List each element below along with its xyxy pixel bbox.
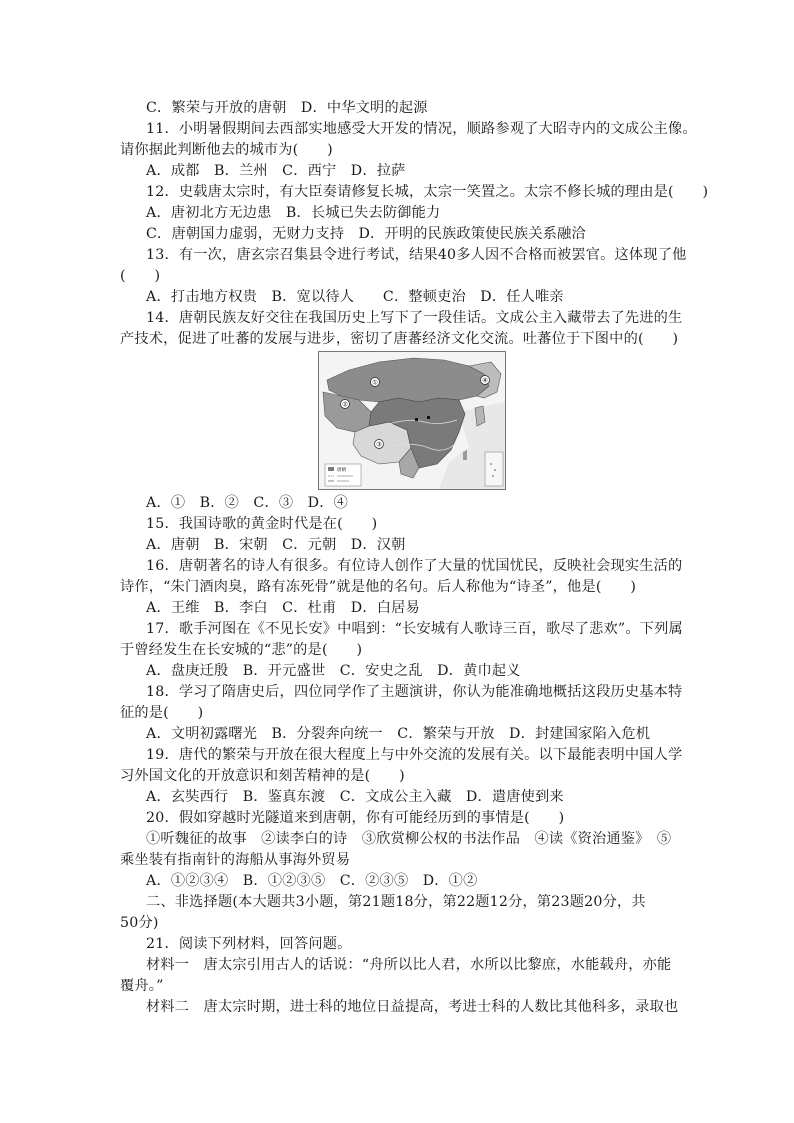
question-14-stem-cont: 产技术，促进了吐蕃的发展与进步，密切了唐蕃经济文化交流。吐蕃位于下图中的( ) <box>120 331 679 347</box>
material-one-cont: 覆舟。” <box>120 978 164 994</box>
question-20-items: ①听魏征的故事 ②读李白的诗 ③欣赏柳公权的书法作品 ④读《资治通鉴》 ⑤ <box>146 831 672 847</box>
question-21-stem: 21．阅读下列材料，回答问题。 <box>146 936 352 952</box>
question-11-stem: 11．小明暑假期间去西部实地感受大开发的情况，顺路参观了大昭寺内的文成公主像。 <box>146 121 697 137</box>
question-19-options: A．玄奘西行 B．鉴真东渡 C．文成公主入藏 D．遣唐使到来 <box>146 789 564 805</box>
question-18-stem-cont: 征的是( ) <box>120 705 204 721</box>
map-marker-1-label: ① <box>372 378 378 387</box>
south-sea-inset <box>485 452 503 486</box>
option-line-q10: C．繁荣与开放的唐朝 D．中华文明的起源 <box>146 100 428 116</box>
section-two-heading: 二、非选择题(本大题共3小题，第21题18分，第22题12分，第23题20分，共 <box>146 894 646 910</box>
question-19-stem: 19．唐代的繁荣与开放在很大程度上与中外交流的发展有关。以下最能表明中国人学 <box>146 747 683 763</box>
material-one: 材料一 唐太宗引用古人的话说：“舟所以比人君，水所以比黎庶，水能载舟，亦能 <box>146 957 672 973</box>
question-12-options-ab: A．唐初北方无边患 B．长城已失去防御能力 <box>146 205 441 221</box>
question-17-stem: 17．歌手河图在《不见长安》中唱到：“长安城有人歌诗三百，歌尽了悲欢”。下列属 <box>146 621 683 637</box>
question-14-stem: 14．唐朝民族友好交往在我国历史上写下了一段佳话。文成公主入藏带去了先进的生 <box>146 310 683 326</box>
question-16-stem-cont: 诗作，“朱门酒肉臭，路有冻死骨”就是他的名句。后人称他为“诗圣”，他是( ) <box>120 579 637 595</box>
material-two: 材料二 唐太宗时期，进士科的地位日益提高，考进士科的人数比其他科多，录取也 <box>146 999 679 1015</box>
question-11-options: A．成都 B．兰州 C．西宁 D．拉萨 <box>146 163 406 179</box>
map-marker-4-label: ④ <box>482 376 488 385</box>
question-16-options: A．王维 B．李白 C．杜甫 D．白居易 <box>146 600 420 616</box>
question-18-stem: 18．学习了隋唐史后，四位同学作了主题演讲，你认为能准确地概括这段历史基本特 <box>146 684 683 700</box>
question-14-options: A．① B．② C．③ D．④ <box>146 495 348 511</box>
question-20-items-cont: 乘坐装有指南针的海船从事海外贸易 <box>120 852 351 868</box>
map-marker-2-label: ② <box>342 400 348 409</box>
map-legend-item-1: 唐朝 <box>337 468 346 473</box>
question-13-stem-cont: ( ) <box>120 268 161 284</box>
question-20-options: A．①②③④ B．①②③⑤ C．②③⑤ D．①② <box>146 873 478 889</box>
question-12-stem: 12．史载唐太宗时，有大臣奏请修复长城，太宗一笑置之。太宗不修长城的理由是( ) <box>146 184 709 200</box>
question-13-stem: 13．有一次，唐玄宗召集县令进行考试，结果40多人因不合格而被罢官。这体现了他 <box>146 247 687 263</box>
map-marker-3-label: ③ <box>376 440 382 449</box>
map-figure <box>319 352 505 489</box>
question-12-options-cd: C．唐朝国力虚弱，无财力支持 D．开明的民族政策使民族关系融洽 <box>146 226 586 242</box>
question-16-stem: 16．唐朝著名的诗人有很多。有位诗人创作了大量的忧国忧民，反映社会现实生活的 <box>146 558 683 574</box>
question-13-options: A．打击地方权贵 B．宽以待人 C．整顿吏治 D．任人唯亲 <box>146 289 564 305</box>
question-11-stem-cont: 请你据此判断他去的城市为( ) <box>120 142 333 158</box>
section-two-heading-cont: 50分) <box>120 915 159 931</box>
question-20-stem: 20．假如穿越时光隧道来到唐朝，你有可能经历到的事情是( ) <box>146 810 565 826</box>
question-18-options: A．文明初露曙光 B．分裂奔向统一 C．繁荣与开放 D．封建国家陷入危机 <box>146 726 651 742</box>
question-15-options: A．唐朝 B．宋朝 C．元朝 D．汉朝 <box>146 537 406 553</box>
tang-dynasty-map <box>318 351 506 490</box>
question-15-stem: 15．我国诗歌的黄金时代是在( ) <box>146 516 378 532</box>
question-17-stem-cont: 于曾经发生在长安城的“悲”的是( ) <box>120 642 363 658</box>
question-17-options: A．盘庚迁殷 B．开元盛世 C．安史之乱 D．黄巾起义 <box>146 663 521 679</box>
question-19-stem-cont: 习外国文化的开放意识和刻苦精神的是( ) <box>120 768 405 784</box>
